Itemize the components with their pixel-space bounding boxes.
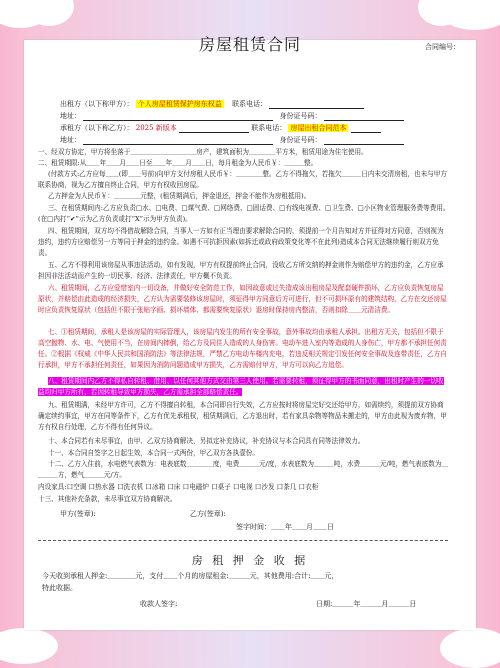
- cloud-decoration: [0, 628, 58, 664]
- party-a-phone-field[interactable]: [269, 101, 364, 109]
- clause-13: 十三、其他补充条款，未尽事宜双方协商解决。: [38, 495, 177, 503]
- clause-6: 六、租赁期间，乙方应爱惜室内一切设备，并做好安全防范工作，如因故意或过失造成该出租房屋及配套硬件损坏，乙方应负责恢复房屋原状，并赔偿由此造成的经济损失，乙方认为需要装修该房屋时，须征得甲方同意后方可进行，但不可损坏原有的建筑结构，乙方在交还房屋时应负责恢复原状（包括但不限于张贴字画、损坏墙体、都需要恢复原状）退房时保持房内整洁，否则扣除＿＿元清洁费。: [38, 284, 447, 314]
- party-a-address-label: 地址：: [60, 112, 81, 120]
- clause-1: 一、经双方协定，甲方将坐落于＿＿＿＿＿＿＿＿＿＿房产，建筑面积为＿＿＿＿平方米，租赁用途为住宅使用。: [38, 148, 368, 156]
- party-a-label: 出租方（以下称甲方）：: [60, 100, 134, 108]
- clause-3: 三、在租赁期间内:乙方应负责□水、□电费、□煤气费、□网络费、□固话费、□有线电视费、□卫生费、□小区物业管理服务费等费用。(在□内打“✔”示为乙方负责或打“X”示为甲方负责)。: [38, 204, 450, 223]
- clause-4: 四、租赁期间，双方均不得借故解除合同，当事人一方如有正当理由要求解除合同的，须提前一个月告知对方并征得对方同意，否则视为违约，违约方应赔偿另一方等同于押金的违约金。如遇不可抗拒因素(如拆迁或政府政策变化等不在此列)造成本合同无法继续履行则双方免责。: [38, 227, 444, 257]
- party-b-name-field[interactable]: [179, 125, 249, 133]
- party-a-row: [60, 100, 364, 109]
- clause-7: 七、①租赁期间，承租人是该房屋的实际管理人，该房屋内发生的所有安全事故，意外事故均由承租人承担。出租方无关，包括但不限于高空抛物、水、电、气使用不当，在房间内摔倒，给乙方及同住人造成的人身伤害。电动车进入室内等造成的人身伤亡，甲方都不承担任何责任。②根据《权威《中华人民共和国消防法》等法律法规，严禁乙方电动车楼内充电，若违反相关规定引发任何安全事故及连带责任，乙方自行承担，甲方不承担任何责任，如果因为消防问题造成甲方损失，乙方需赔付甲方，甲方可以向乙方追偿。: [38, 328, 447, 369]
- party-b-address-row: [60, 136, 404, 145]
- party-a-signature: 甲方(签章):: [60, 510, 96, 518]
- receipt-line-2: 特此收据。: [42, 584, 77, 592]
- clause-9: 九、租赁期满，未经甲方许可，乙方不得擅自转租，本合同即自行失效，乙方应按时将房屋完好交还给甲方，如需续约，须提前双方协商确定续约事宜，甲方在同等条件下，乙方有优先承租权，租赁期满后，乙方退出时，若有家具杂物等物品未搬走的，甲方由此视为废弃物，甲方有权自行处理，乙方不得有任何异议。: [38, 401, 447, 431]
- party-b-phone-field[interactable]: [351, 125, 381, 133]
- clause-12-meters: 十二、乙方入住前，水电燃气表数为：电表底数＿＿＿＿度，电费＿＿＿元/度，水表底数为＿＿＿吨，水费＿＿＿元/吨，燃气表底数为＿＿＿＿方，燃气＿＿＿元/方。: [38, 460, 449, 479]
- party-b-id-label: 身份证号码：: [279, 136, 322, 144]
- party-b-name: 2025 新版本: [135, 124, 177, 132]
- receipt-divider: [38, 540, 448, 541]
- receipt-line-1: 今天收到承租人押金:＿＿＿＿元，支付＿＿个月的房屋租金:＿＿＿元，其他费用:合计:＿＿元，: [42, 572, 339, 580]
- clause-8: [38, 376, 450, 398]
- clause-10: 十、本合同若有未尽事宜，由甲、乙双方协商解决，另拟定补充协议，补充协议与本合同具有同等法律效力。: [48, 437, 365, 445]
- party-a-id-field[interactable]: [324, 113, 404, 121]
- signature-date: 签字时间：＿＿年＿＿月＿＿日: [236, 523, 334, 531]
- receipt-date: 日期:＿＿＿年＿＿＿月＿＿＿日: [316, 600, 417, 608]
- clause-5: 五、乙方不得利用该房屋从事违法活动，如有发现，甲方有权提前终止合同，没收乙方所交纳的押金则作为赔偿甲方的违约金，乙方应承担因非法活动而产生的一切民事、经济、法律责任，甲方概不负责。: [38, 261, 444, 280]
- party-b-row: [60, 124, 381, 133]
- party-b-tag: 房屋出租合同范本: [290, 124, 347, 132]
- party-b-address-label: 地址：: [60, 136, 81, 144]
- clause-2-deposit: 乙方押金为人民币￥：＿＿＿＿元整，(租赁期满后，押金退还，押金不能作为房租抵用)。: [48, 192, 311, 200]
- party-b-address-field[interactable]: [83, 137, 273, 145]
- clause-12-furniture: 内设家具:口空调 口热水器 口洗衣机 口冰箱 口床 口电磁炉 口桌子 口电视 口沙发 口茶几 口衣柜: [38, 483, 319, 491]
- party-b-phone-label: 联系电话：: [251, 124, 287, 132]
- receipt-signer: 收款人签字:: [140, 600, 178, 608]
- clause-8-highlight: 八、租赁期间内乙方不得私自转租、借用、以任何其他方式交由第三人使用。若需要转租，须征得甲方的书面同意，出租时产生的一切收益均归甲方所有，若因转租导致甲方损失，乙方需承担全部赔偿责任。: [38, 377, 444, 396]
- party-a-address-field[interactable]: [83, 113, 273, 121]
- party-b-label: 承租方（以下称乙方）：: [60, 124, 134, 132]
- clause-2-payment: (付款方式:乙方应每＿＿(即＿＿号前)向甲方支付房租人民币￥：＿＿＿＿整。乙方不得拖欠，若拖欠＿＿＿日内未交清房租，也未与甲方联系协商，视为乙方擅自终止合同，甲方有权收回房屋。: [38, 170, 447, 189]
- page-title: 房屋租赁合同: [198, 35, 301, 54]
- receipt-title: 房 租 押 金 收 据: [191, 554, 309, 567]
- party-a-address-row: [60, 112, 404, 121]
- party-b-signature: 乙方(签章):: [190, 510, 226, 518]
- clause-11: 十一、本合同自签字之日起生效，本合同一式两份，甲乙双方各执壹份。: [48, 449, 259, 457]
- clause-2-term: 二、租赁期限:从＿＿年＿＿月＿＿日至＿＿年＿＿月＿＿日，每月租金为人民币￥：＿＿＿整。: [38, 159, 318, 167]
- party-a-id-label: 身份证号码：: [279, 112, 322, 120]
- contract-number-label: 合同编号：: [425, 43, 460, 51]
- party-b-id-field[interactable]: [324, 137, 404, 145]
- cloud-decoration: [440, 628, 500, 668]
- party-a-name: 个人房屋租赁保护房东权益: [137, 100, 222, 108]
- party-a-phone-label: 联系电话：: [231, 100, 267, 108]
